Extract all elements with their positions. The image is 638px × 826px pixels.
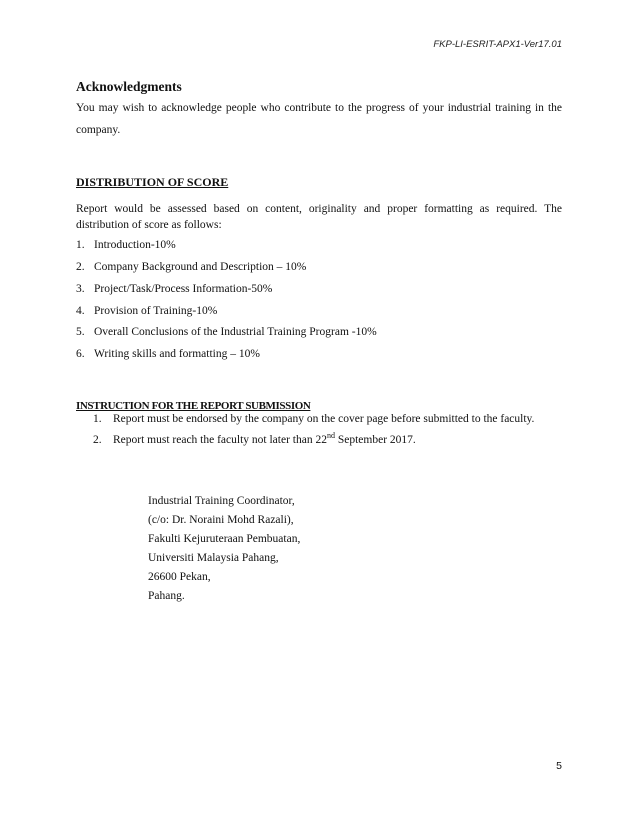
score-item: 2. Company Background and Description – 10%	[76, 261, 307, 273]
address-line: Industrial Training Coordinator,	[148, 495, 295, 507]
distribution-text: Report would be assessed based on content, originality and proper formatting as required. The distribution of score as follows:	[76, 203, 562, 231]
address-line: 26600 Pekan,	[148, 571, 211, 583]
score-item: 1. Introduction-10%	[76, 239, 176, 251]
score-item: 6. Writing skills and formatting – 10%	[76, 348, 260, 360]
coordinator-address	[148, 492, 300, 606]
instruction-item: 2. Report must reach the faculty not later than 22nd September 2017.	[93, 431, 416, 446]
document-code: FKP-LI-ESRIT-APX1-Ver17.01	[433, 39, 562, 50]
score-item: 3. Project/Task/Process Information-50%	[76, 283, 273, 295]
instruction-heading: INSTRUCTION FOR THE REPORT SUBMISSION	[76, 400, 311, 412]
page-number: 5	[556, 760, 562, 772]
acknowledgments-heading: Acknowledgments	[76, 79, 182, 94]
acknowledgments-text: You may wish to acknowledge people who contribute to the progress of your industrial training in the company.	[76, 102, 562, 136]
address-line: Universiti Malaysia Pahang,	[148, 552, 279, 564]
address-line: Fakulti Kejuruteraan Pembuatan,	[148, 533, 301, 545]
instruction-list	[93, 411, 563, 449]
score-item: 4. Provision of Training-10%	[76, 305, 218, 317]
instruction-item: 1. Report must be endorsed by the company on the cover page before submitted to the faculty.	[93, 413, 535, 425]
distribution-heading: DISTRIBUTION OF SCORE	[76, 175, 229, 189]
score-item: 5. Overall Conclusions of the Industrial Training Program -10%	[76, 326, 377, 338]
address-line: Pahang.	[148, 590, 185, 602]
address-line: (c/o: Dr. Noraini Mohd Razali),	[148, 514, 294, 526]
